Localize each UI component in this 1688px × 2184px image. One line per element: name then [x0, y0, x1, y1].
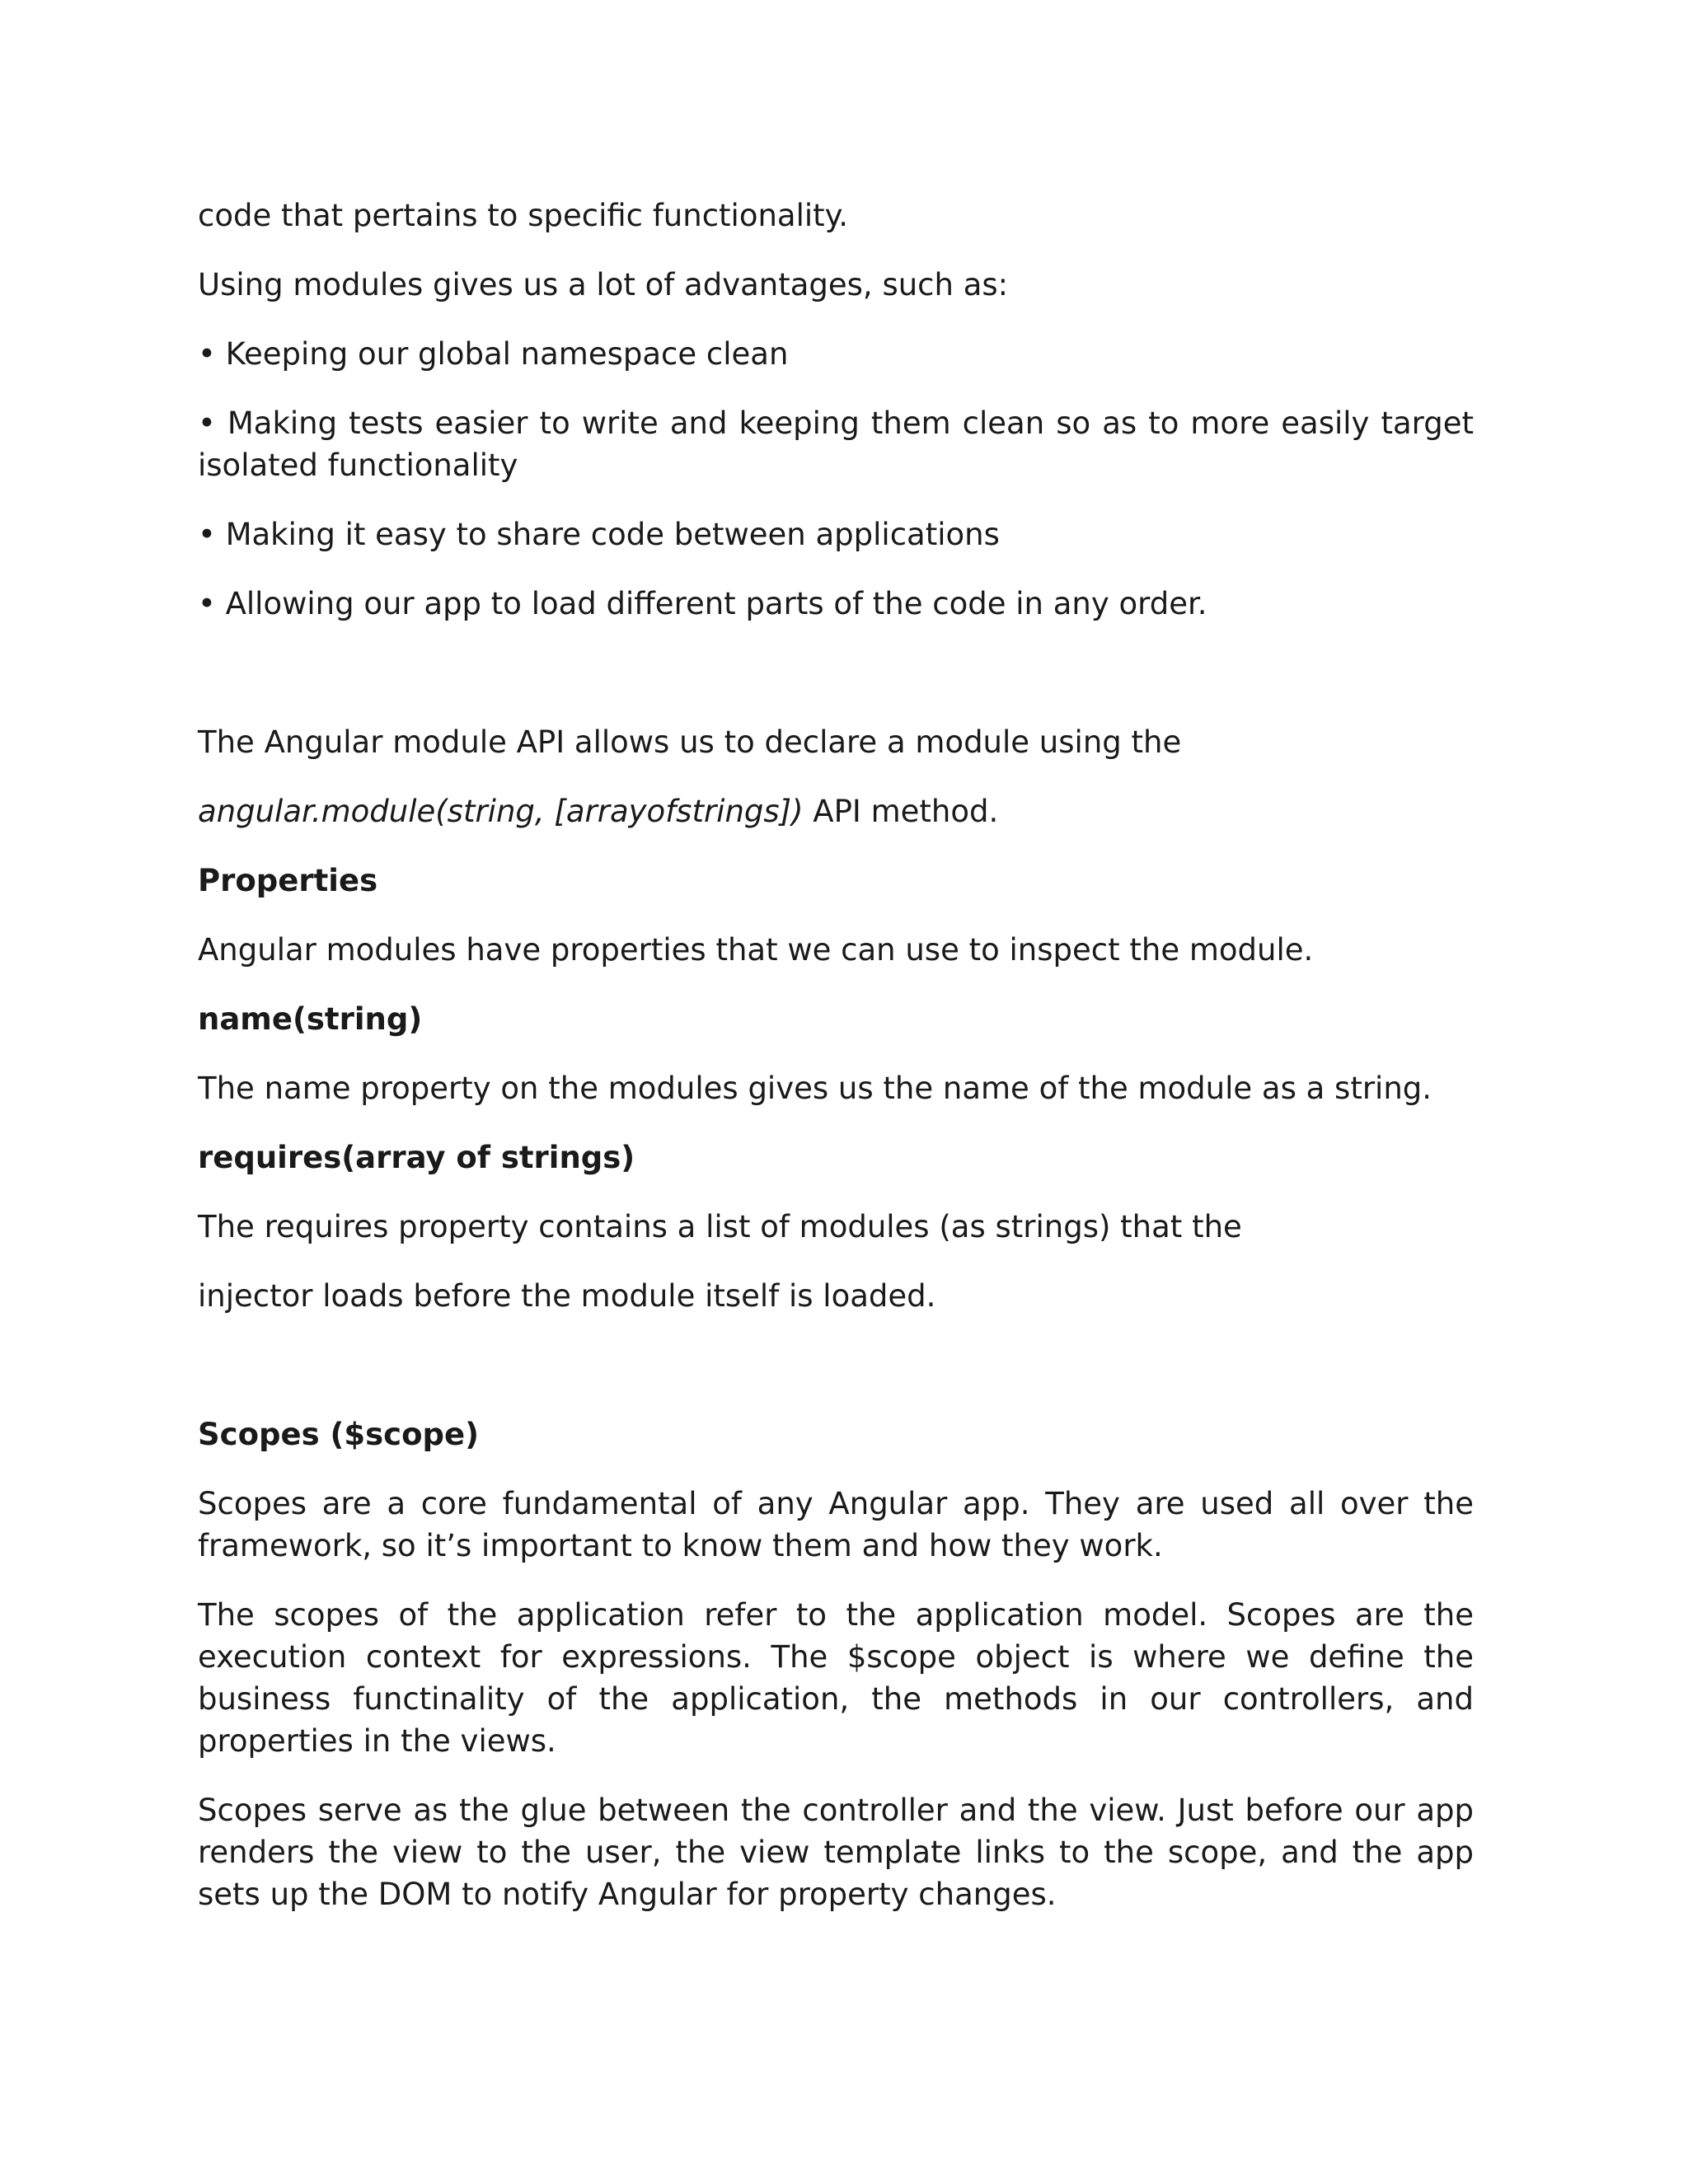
api-method-signature: angular.module(string, [arrayofstrings]) [198, 794, 804, 829]
scopes-paragraph-3: Scopes serve as the glue between the controller and the view. Just before our app renders the view to the user, the view template links to the scope, and the app sets up the DOM to notify Angular for property changes. [198, 1793, 1474, 1912]
bullet-item-share-code: • Making it easy to share code between applications [198, 517, 1000, 552]
document-content [198, 194, 1474, 1943]
api-description: The Angular module API allows us to declare a module using the [198, 724, 1182, 760]
bullet-item-load-order: • Allowing our app to load different parts of the code in any order. [198, 586, 1207, 621]
requires-property-heading: requires(array of strings) [198, 1140, 635, 1175]
api-method-line [198, 790, 1474, 832]
name-property-text: The name property on the modules gives us the name of the module as a string. [198, 1071, 1432, 1106]
section-spacer [198, 652, 1474, 721]
name-property-heading: name(string) [198, 1001, 423, 1037]
properties-text: Angular modules have properties that we can use to inspect the module. [198, 932, 1314, 968]
scopes-heading: Scopes ($scope) [198, 1417, 480, 1452]
bullet-item-tests: • Making tests easier to write and keeping them clean so as to more easily target isolated functionality [198, 405, 1474, 483]
scopes-paragraph-2: The scopes of the application refer to the application model. Scopes are the execution context for expressions. The $scope object is where we define the business functinality of the application, the methods in our controllers, and properties in the views. [198, 1597, 1474, 1759]
intro-fragment: code that pertains to specific functionality. [198, 198, 849, 233]
bullet-item-namespace: • Keeping our global namespace clean [198, 336, 789, 372]
scopes-paragraph-1: Scopes are a core fundamental of any Angular app. They are used all over the framework, so it’s important to know them and how they work. [198, 1486, 1474, 1563]
requires-property-text-1: The requires property contains a list of modules (as strings) that the [198, 1209, 1242, 1244]
requires-property-text-2: injector loads before the module itself is loaded. [198, 1278, 936, 1314]
advantages-intro: Using modules gives us a lot of advantages, such as: [198, 267, 1009, 302]
api-method-suffix: API method. [803, 794, 999, 829]
section-spacer [198, 1344, 1474, 1413]
properties-heading: Properties [198, 863, 378, 898]
